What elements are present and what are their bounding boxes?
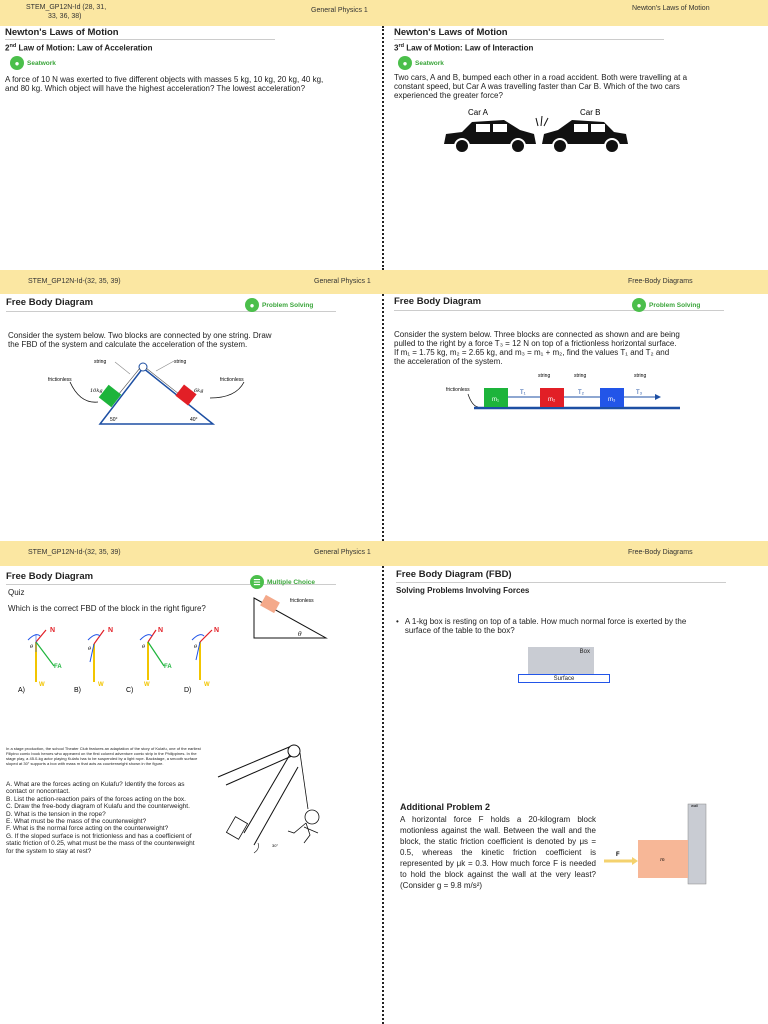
incline-two-block-diagram [40, 354, 290, 430]
wall-label: wall [691, 803, 698, 808]
counterweight-box [226, 817, 247, 840]
block-label: m₁ [492, 397, 500, 403]
slide3-badge [245, 298, 313, 312]
string-label: string [94, 359, 107, 365]
header-band-2 [0, 270, 768, 294]
fa-label: FA [54, 664, 62, 670]
badge-label: Problem Solving [649, 301, 701, 309]
choice-label: D) [184, 687, 192, 694]
slide4-title: Free Body Diagram [394, 296, 482, 307]
band-topic: Free-Body Diagrams [628, 278, 693, 285]
frictionless-label: frictionless [290, 598, 314, 604]
slide3-title: Free Body Diagram [6, 297, 94, 308]
mass-label: 6kg [194, 388, 204, 394]
slide2-badge [398, 56, 444, 70]
theta-label: θ [194, 644, 198, 650]
theta-label: θ [142, 644, 146, 650]
wall [688, 804, 706, 884]
column-divider-3 [382, 566, 384, 1024]
quiz-question: Which is the correct FBD of the block in the right figure? [8, 604, 206, 613]
slide8-title: Additional Problem 2 [400, 802, 491, 812]
choice-a-diagram [18, 627, 62, 694]
band-course: General Physics 1 [314, 278, 371, 285]
n-label: N [158, 627, 164, 634]
slide6-title: Free Body Diagram (FBD) [396, 569, 512, 580]
column-divider-2 [382, 294, 384, 541]
subtitle-sup: rd [398, 43, 405, 49]
slide1-rule [5, 39, 275, 40]
person-icon: ● [398, 56, 412, 70]
angle-label: 50° [110, 417, 118, 423]
bullet-icon: • [396, 617, 399, 626]
band-topic: Newton's Laws of Motion [632, 5, 710, 12]
slide2-rule [394, 39, 664, 40]
badge-label: Seatwork [27, 59, 56, 67]
actor-head-icon [305, 810, 319, 824]
w-label: W [98, 682, 104, 688]
subtitle-num: 3 [394, 43, 399, 53]
kulafu-intro: In a stage production, the school Theater Club features an adaptation of the story of Kulafu, one of the earliest Filipino comic book heroes who appeared on the first colored adventure comic strip in the Philippines. In the stage play, a 45.0-kg actor playing Kulafu has to be suspended by a light rope. Backstage, a smooth surface sloped at 30° supports a box with mass m that acts as counterweight shown in the figure. [6, 746, 201, 766]
slide6-rule [396, 582, 726, 583]
tension-label: T₁ [520, 390, 526, 396]
person-icon: ● [245, 298, 259, 312]
band-course: General Physics 1 [311, 7, 368, 14]
slide6-subtitle: Solving Problems Involving Forces [396, 586, 530, 595]
w-label: W [144, 682, 150, 688]
n-label: N [214, 627, 220, 634]
slide1-subtitle [5, 43, 152, 53]
car-a-icon [444, 120, 536, 153]
badge-label: Problem Solving [262, 301, 314, 309]
w-label: W [39, 682, 45, 688]
list-icon: ☰ [250, 575, 264, 589]
slide5-badge [250, 575, 315, 589]
header-band-1 [0, 0, 768, 26]
car-b-icon [542, 120, 628, 153]
choice-label: C) [126, 687, 134, 694]
three-block-diagram [440, 370, 690, 414]
band-course: General Physics 1 [314, 549, 371, 556]
slide1-title: Newton's Laws of Motion [5, 27, 119, 38]
fbd-choices [8, 622, 248, 698]
question-item: F. What is the normal force acting on the counterweight? [6, 825, 169, 833]
kulafu-pulley-figure [214, 737, 326, 873]
force-label: F [616, 852, 620, 858]
choice-label: B) [74, 687, 81, 694]
frictionless-label: frictionless [446, 387, 470, 393]
slide2-subtitle [394, 43, 533, 53]
string-label: string [574, 373, 587, 379]
frictionless-label: frictionless [48, 377, 72, 383]
n-label: N [108, 627, 114, 634]
slide2-title: Newton's Laws of Motion [394, 27, 508, 38]
frictionless-label: frictionless [220, 377, 244, 383]
question-item: D. What is the tension in the rope? [6, 810, 106, 818]
column-divider-1 [382, 26, 384, 270]
w-label: W [204, 682, 210, 688]
choice-c-diagram [126, 627, 172, 694]
band-topic: Free-Body Diagrams [628, 549, 693, 556]
band-code: STEM_GP12N-Id (28, 31, [26, 4, 107, 11]
mass-label: m [660, 857, 665, 863]
slide4-text: Consider the system below. Three blocks are connected as shown and are being pulled to the right by a force T₃ = 12 N on top of a frictionless horizontal surface. If m₁ = 1.75 kg, m₂ = 2.65 kg, and m₃ = m₁ + m₂, find the values T₁ and T₂ and the acceleration of the system. [394, 330, 680, 366]
quiz-label: Quiz [8, 588, 25, 597]
choice-d-diagram [184, 627, 219, 694]
subtitle-text: Law of Motion: Law of Interaction [404, 43, 534, 53]
choice-b-diagram [74, 627, 113, 694]
surface-label: Surface [553, 676, 575, 682]
angle-label: θ [298, 631, 302, 638]
person-icon: ● [10, 56, 24, 70]
choice-label: A) [18, 687, 25, 694]
band-code: STEM_GP12N-Id-(32, 35, 39) [28, 549, 121, 556]
question-item: B. List the action-reaction pairs of the forces acting on the box. [6, 795, 186, 803]
slide5-title: Free Body Diagram [6, 571, 94, 582]
slide6-bullet [396, 617, 696, 635]
subtitle-num: 2 [5, 43, 10, 53]
tension-label: T₂ [578, 390, 584, 396]
slide1-text: A force of 10 N was exerted to five different objects with masses 5 kg, 10 kg, 20 kg, 40 kg, and 80 kg. Which object will have the highest acceleration? The lowest acceleration? [5, 75, 324, 93]
question-item: A. What are the forces acting on Kulafu? Identify the forces as contact or noncontact. [6, 781, 185, 796]
block-against-wall-figure [600, 800, 710, 888]
header-band-3 [0, 541, 768, 566]
bullet-text: A 1-kg box is resting on top of a table. How much normal force is exerted by the surface of the table to the box? [404, 617, 687, 635]
car-a-label: Car A [468, 108, 489, 117]
block-label: m₂ [548, 397, 556, 403]
car-collision-illustration [440, 104, 630, 160]
slide4-badge [632, 298, 700, 312]
pulley-icon [288, 745, 300, 757]
person-icon: ● [632, 298, 646, 312]
band-code: STEM_GP12N-Id-(32, 35, 39) [28, 278, 121, 285]
theta-label: θ [88, 646, 92, 652]
subtitle-sup: nd [9, 43, 17, 49]
slide1-badge [10, 56, 56, 70]
box-on-surface [518, 647, 610, 685]
box [528, 647, 594, 674]
kulafu-questions [6, 781, 202, 855]
question-item: G. If the sloped surface is not frictionless and has a coefficient of static friction of 0.25, what must be the mass of the counterweight for the system to stay at rest? [6, 832, 195, 855]
tension-label: T₃ [636, 390, 643, 396]
question-item: E. What must be the mass of the counterweight? [6, 818, 147, 826]
block-label: m₃ [608, 397, 616, 403]
n-label: N [50, 627, 56, 634]
band-code-2: 33, 36, 38) [48, 13, 82, 20]
box-label: Box [579, 649, 590, 655]
impact-icon [536, 116, 548, 126]
badge-label: Multiple Choice [267, 578, 316, 586]
string-label: string [174, 359, 187, 365]
badge-label: Seatwork [415, 59, 444, 67]
theta-label: θ [30, 644, 34, 650]
svg-text:30°: 30° [272, 843, 279, 848]
mass-label: 10kg [90, 388, 103, 394]
string-label: string [538, 373, 551, 379]
slide8-text: A horizontal force F holds a 20-kilogram block motionless against the wall. Between the wall and the block, the static friction coefficient is denoted by μs = 0.5, whereas the kinetic friction coefficient is represented by μk = 0.3. How much force F is needed to hold the block against the wall at the very least? (Consider g = 9.8 m/s²) [400, 815, 596, 890]
angle-label: 40° [190, 417, 198, 423]
question-item: C. Draw the free-body diagram of Kulafu and the counterweight. [6, 803, 190, 811]
slide3-text: Consider the system below. Two blocks are connected by one string. Draw the FBD of the system and calculate the acceleration of the system. [8, 331, 272, 349]
surface [518, 674, 610, 683]
incline-block-figure [250, 592, 332, 642]
slide2-text: Two cars, A and B, bumped each other in a road accident. Both were travelling at a constant speed, but Car A was travelling faster than Car B. Which of the two cars experienced the greater force? [394, 73, 688, 100]
fa-label: FA [164, 664, 172, 670]
subtitle-text: Law of Motion: Law of Acceleration [16, 43, 153, 53]
car-b-label: Car B [580, 108, 601, 117]
string-label: string [634, 373, 647, 379]
